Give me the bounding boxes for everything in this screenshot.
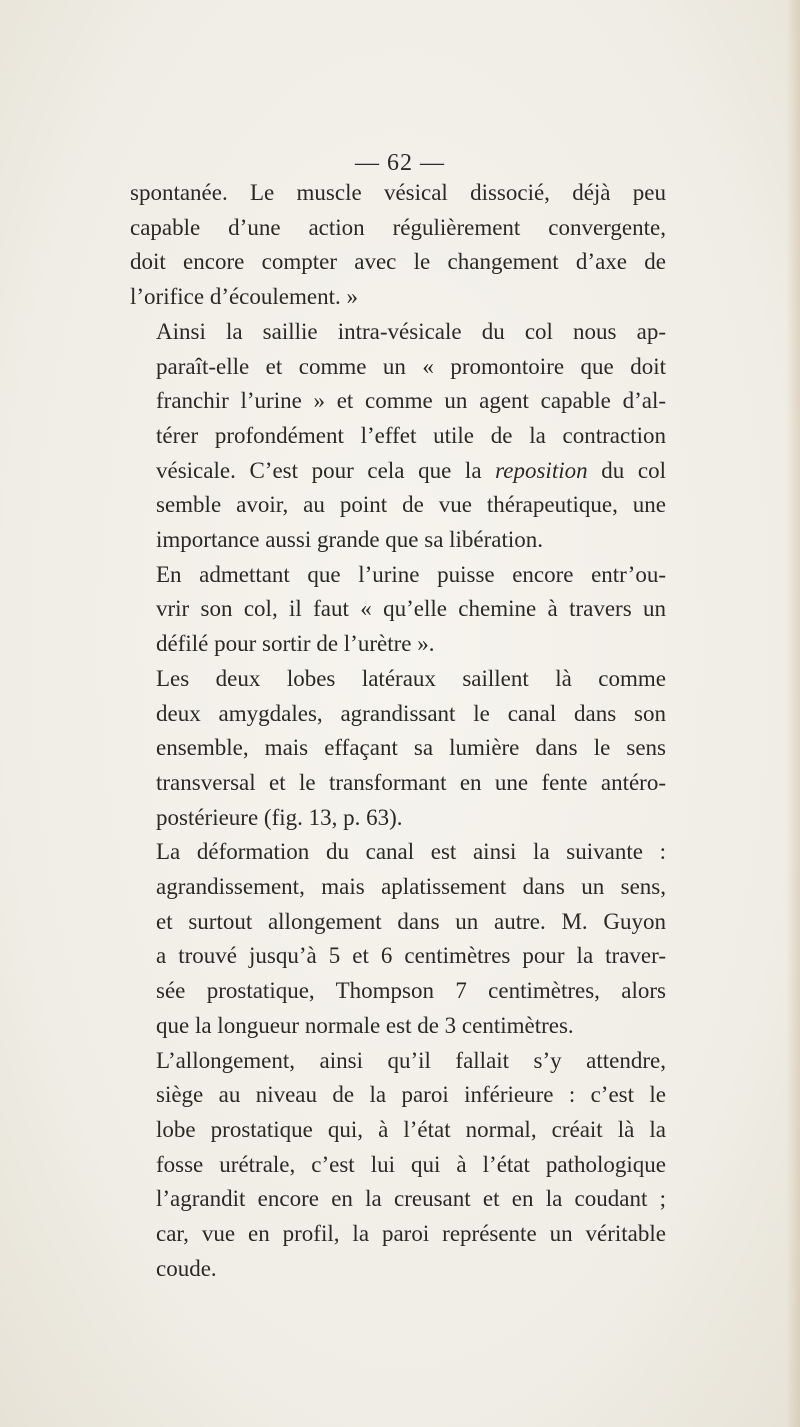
text-line: ensemble, mais effaçant sa lumière dans le sens <box>156 735 666 761</box>
text-line: vrir son col, il faut « qu’elle chemine à travers un <box>156 596 666 622</box>
body-text <box>130 176 666 1287</box>
text-line: paraît-elle et comme un « promontoire que doit <box>156 353 666 379</box>
paragraph <box>130 835 666 1043</box>
text-line: Les deux lobes latéraux saillent là comme <box>156 665 666 691</box>
paragraph <box>130 315 666 558</box>
text-line: défilé pour sortir de l’urètre ». <box>156 631 435 657</box>
text-line: coude. <box>156 1255 217 1281</box>
text-line: et surtout allongement dans un autre. M. Guyon <box>156 908 666 934</box>
text-line: a trouvé jusqu’à 5 et 6 centimètres pour la traver- <box>156 943 666 969</box>
paragraph <box>130 662 666 836</box>
text-line: sée prostatique, Thompson 7 centimètres, alors <box>156 978 666 1004</box>
text-line: agrandissement, mais aplatissement dans un sens, <box>156 874 666 900</box>
text-line: transversal et le transformant en une fente antéro- <box>156 769 666 795</box>
paragraph <box>130 1044 666 1287</box>
text-line: La déformation du canal est ainsi la suivante : <box>156 839 666 865</box>
text-line: semble avoir, au point de vue thérapeutique, une <box>156 492 666 518</box>
text-line: deux amygdales, agrandissant le canal dans son <box>156 700 666 726</box>
page-edge-shadow <box>786 0 800 1427</box>
text-line: térer profondément l’effet utile de la contraction <box>156 422 666 448</box>
text-line: l’agrandit encore en la creusant et en la coudant ; <box>156 1186 666 1212</box>
text-line: importance aussi grande que sa libération. <box>156 527 544 553</box>
text-line-with-italic: vésicale. C’est pour cela que la reposition du col <box>156 457 666 483</box>
text-line: L’allongement, ainsi qu’il fallait s’y attendre, <box>156 1047 666 1073</box>
text-line: capable d’une action régulièrement convergente, <box>130 214 666 240</box>
text-line: Ainsi la saillie intra-vésicale du col nous ap- <box>156 318 666 344</box>
paragraph <box>130 558 666 662</box>
text-line: En admettant que l’urine puisse encore entr’ou- <box>156 561 666 587</box>
text-line: siège au niveau de la paroi inférieure : c’est le <box>156 1082 666 1108</box>
text-line: fosse urétrale, c’est lui qui à l’état pathologique <box>156 1151 666 1177</box>
text-line: que la longueur normale est de 3 centimètres. <box>156 1012 574 1038</box>
text-line: spontanée. Le muscle vésical dissocié, déjà peu <box>130 180 666 205</box>
text-line: doit encore compter avec le changement d’axe de <box>130 249 666 275</box>
paragraph <box>130 176 666 315</box>
text-line: franchir l’urine » et comme un agent capable d’al- <box>156 388 666 414</box>
text-line: postérieure (fig. 13, p. 63). <box>156 804 403 830</box>
text-line: car, vue en profil, la paroi représente un véritable <box>156 1221 666 1247</box>
italic-term: reposition <box>495 457 588 483</box>
page-number: — 62 — <box>355 150 445 176</box>
text-line: l’orifice d’écoulement. » <box>130 284 358 310</box>
text-line: lobe prostatique qui, à l’état normal, créait là la <box>156 1116 666 1142</box>
